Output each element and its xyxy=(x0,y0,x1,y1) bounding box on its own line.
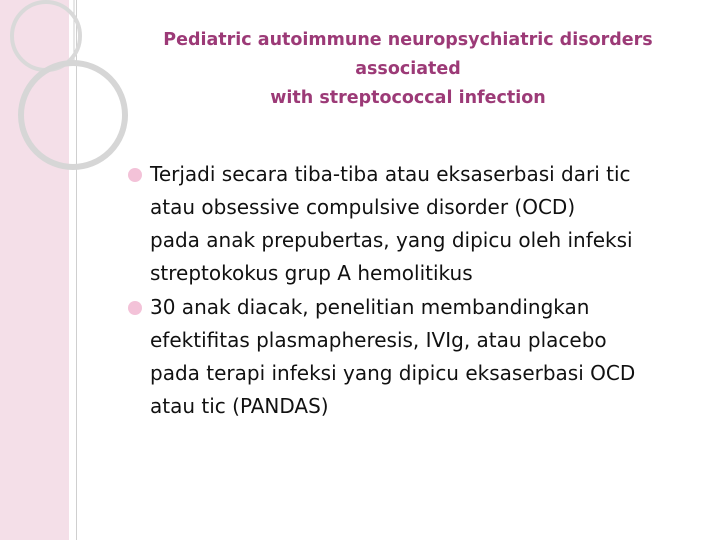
title-line-2: associated xyxy=(355,59,461,79)
bullet-line: atau tic (PANDAS) xyxy=(150,394,329,418)
bullet-line: 30 anak diacak, penelitian membandingkan xyxy=(150,295,590,319)
bullet-dot-icon xyxy=(128,168,142,182)
bullet-list xyxy=(128,158,703,424)
bullet-line: Terjadi secara tiba-tiba atau eksaserbasi dari tic xyxy=(150,162,631,186)
bullet-item xyxy=(128,291,703,423)
slide-title xyxy=(110,26,706,113)
title-line-1: Pediatric autoimmune neuropsychiatric disorders xyxy=(163,30,653,50)
bullet-dot-icon xyxy=(128,301,142,315)
bullet-item xyxy=(128,158,703,290)
bullet-line: streptokokus grup A hemolitikus xyxy=(150,261,473,285)
title-line-3: with streptococcal infection xyxy=(270,88,546,108)
top-ring xyxy=(12,2,80,70)
bullet-line: pada terapi infeksi yang dipicu eksaserbasi OCD xyxy=(150,361,636,385)
bullet-line: pada anak prepubertas, yang dipicu oleh infeksi xyxy=(150,228,633,252)
bullet-line: atau obsessive compulsive disorder (OCD) xyxy=(150,195,576,219)
bullet-line: efektifitas plasmapheresis, IVIg, atau placebo xyxy=(150,328,607,352)
